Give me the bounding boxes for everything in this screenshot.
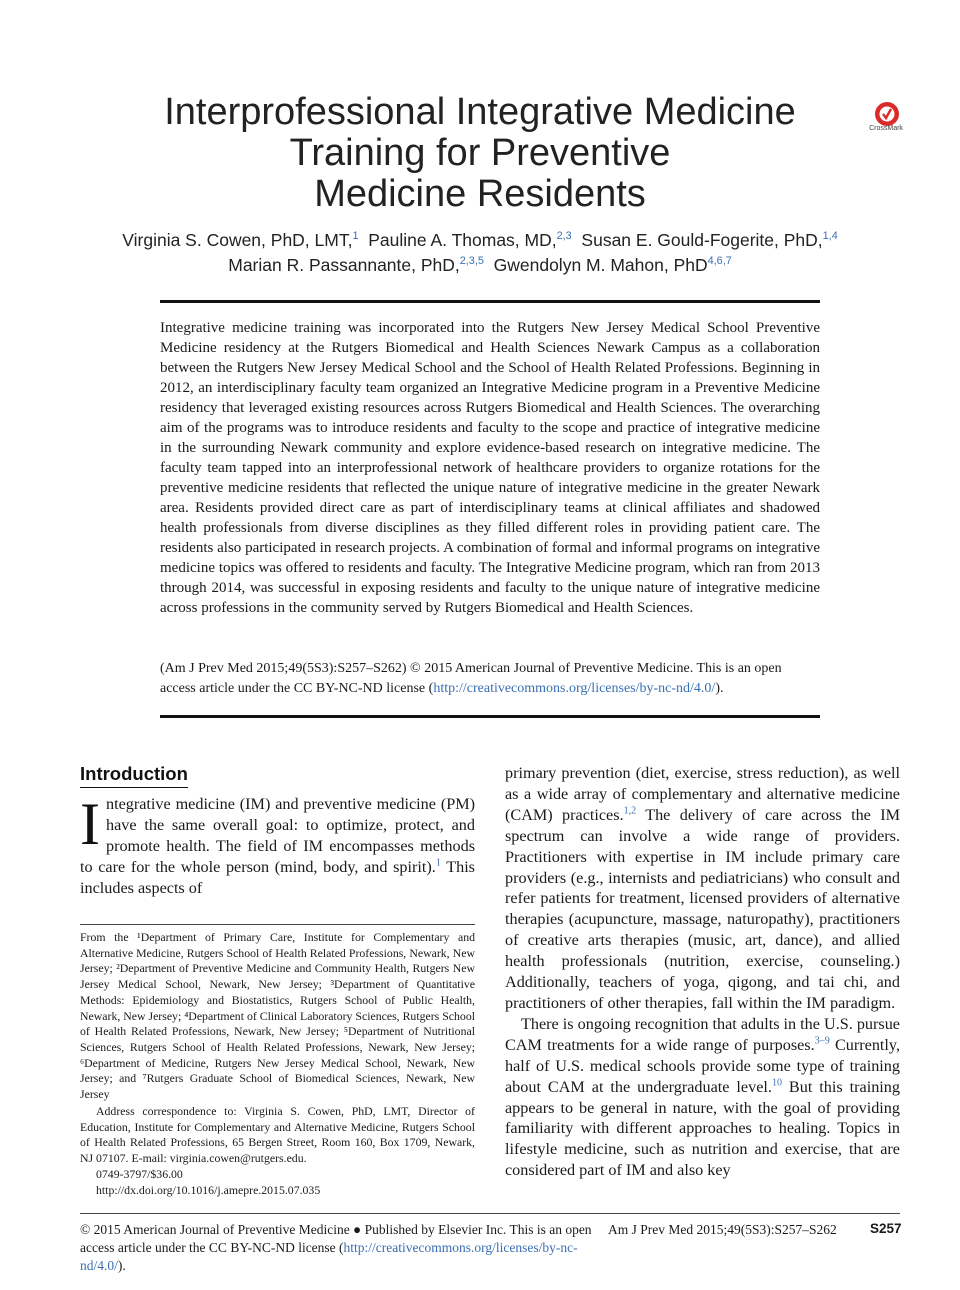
reference-link[interactable]: 3–9 bbox=[814, 1035, 830, 1047]
reference-link[interactable]: 1 bbox=[435, 857, 441, 869]
footer-journal-citation: Am J Prev Med 2015;49(5S3):S257–S262 bbox=[608, 1222, 837, 1237]
title-line: Medicine Residents bbox=[314, 173, 646, 215]
body-paragraph: There is ongoing recognition that adults in the U.S. pursue CAM treatments for a wide range of purposes.$^{3-9}$ Currently, half of U.S. medical schools provide some type of training about CAM at the undergraduate level.$^{10}$ But this training appears to be general in nature, with the goal of providing familiarity with different approaches to healing. Topics in lifestyle medicine, such as nutrition and exercise, that are considered part of IM and also key bbox=[505, 1014, 900, 1180]
abstract-text: Integrative medicine training was incorporated into the Rutgers New Jersey Medical School Preventive Medicine residency at the Rutgers Biomedical and Health Sciences Newark Campus as a collaboration between the Rutgers New Jersey Medical School and the School of Health Related Professions. Beginning in 2012, an interdisciplinary faculty team organized an Integrative Medicine program in a Preventive Medicine residency that leveraged existing resources across Rutgers Biomedical and Health Sciences. The overarching aim of the programs was to introduce residents and faculty to the scope and practice of integrative medicine in the surrounding Newark community and explore evidence-based research on integrative medicine. The faculty team tapped into an interprofessional network of healthcare providers to organize rotations for the preventive medicine residents that reflected the unique nature of integrative medicine in the greater Newark area. Residents provided direct care as part of interdisciplinary teams at clinical affiliates and shadowed health professionals from diverse disciplines as they filled different roles in providing patient care. The residents also participated in research projects. A combination of formal and informal programs on integrative medicine topics was offered to residents and faculty. The Integrative Medicine program, which ran from 2013 through 2014, was successful in exposing residents and faculty to the unique nature of integrative medicine across professions in the community served by Rutgers Biomedical and Health Sciences. bbox=[160, 320, 820, 616]
correspondence-footnote: Address correspondence to: Virginia S. Cowen, PhD, LMT, Director of Education, Institute for Complementary and Alternative Medicine, Rutgers School of Health Related Professions, 65 Bergen Street, Room 160, Box 1709, Newark, NJ 07107. E-mail: virginia.cowen@rutgers.edu. bbox=[80, 1104, 475, 1166]
author[interactable]: Virginia S. Cowen, PhD, LMT,$^1$ bbox=[122, 230, 359, 250]
author[interactable]: Marian R. Passannante, PhD,$^{2,3,5}$ bbox=[228, 255, 484, 275]
drop-cap: I bbox=[80, 791, 100, 857]
license-link[interactable]: http://creativecommons.org/licenses/by-nc-nd/4.0/ bbox=[433, 681, 716, 696]
author-list bbox=[90, 228, 870, 278]
footer-license-link[interactable]: http://creativecommons.org/licenses/by-nc-nd/4.0/ bbox=[80, 1240, 578, 1273]
title-line: Interprofessional Integrative Medicine bbox=[164, 91, 796, 133]
page-number: S257 bbox=[870, 1221, 902, 1236]
abstract-citation: (Am J Prev Med 2015;49(5S3):S257–S262) © 2015 American Journal of Preventive Medicine. This is an open access article under the CC BY-NC-ND license (http://creativecommons.org/licenses/by-nc-nd/4.0/). bbox=[160, 661, 782, 696]
footnote-rule bbox=[80, 924, 475, 925]
title-line: Training for Preventive bbox=[289, 132, 671, 174]
author[interactable]: Gwendolyn M. Mahon, PhD$^{4,6,7}$ bbox=[493, 255, 732, 275]
doi-link[interactable]: http://dx.doi.org/10.1016/j.amepre.2015.07.035 bbox=[96, 1183, 321, 1197]
introduction-paragraph: Integrative medicine (IM) and preventive medicine (PM) have the same overall goal: to optimize, protect, and promote health. The field of IM encompasses methods to care for the whole person (mind, body, and spirit).$^1$ This includes aspects of bbox=[80, 791, 475, 897]
abstract-bottom-rule bbox=[160, 715, 820, 718]
footer-copyright: © 2015 American Journal of Preventive Medicine ● Published by Elsevier Inc. This is an open access article under the CC BY-NC-ND license (http://creativecommons.org/licenses/by-nc-nd/4.0/). bbox=[80, 1222, 592, 1273]
reference-link[interactable]: 10 bbox=[771, 1077, 782, 1089]
affiliations-footnote: From the ¹Department of Primary Care, Institute for Complementary and Alternative Medicine, Rutgers School of Health Related Professions, Newark, New Jersey; ²Department of Preventive Medicine and Community Health, Rutgers New Jersey Medical School, Newark, New Jersey; ³Department of Quantitative Methods: Epidemiology and Biostatistics, Rutgers School of Public Health, Newark, New Jersey; ⁴Department of Clinical Laboratory Sciences, Rutgers School of Health Related Professions, Newark, New Jersey; ⁵Department of Nutritional Sciences, Rutgers School of Health Related Professions, Newark, New Jersey; ⁶Department of Medicine, Rutgers New Jersey Medical School, Newark, New Jersey; and ⁷Rutgers Graduate School of Biomedical Sciences, Newark, New Jersey bbox=[80, 930, 475, 1102]
right-column bbox=[505, 763, 900, 1181]
footer-rule bbox=[80, 1213, 900, 1214]
abstract-top-rule bbox=[160, 300, 820, 303]
body-paragraph: primary prevention (diet, exercise, stress reduction), as well as a wide array of complementary and alternative medicine (CAM) practices.$^{1,2}$ The delivery of care across the IM spectrum can involve a wide range of providers. Practitioners with expertise in IM include primary care providers (e.g., internists and pediatricians) who consult and refer patients for treatment, licensed providers of alternative therapies (acupuncture, massage, naturopathy), practitioners of creative arts therapies (music, art, dance), and allied health professionals (nutrition, exercise, counseling.) Additionally, teachers of yoga, qigong, and tai chi, and practitioners of other therapies, fall within the IM paradigm. bbox=[505, 764, 900, 1012]
issn-line: 0749-3797/$36.00 bbox=[96, 1167, 183, 1181]
crossmark-label: CrossMark bbox=[869, 125, 903, 132]
article-title bbox=[150, 92, 810, 215]
reference-link[interactable]: 1,2 bbox=[623, 805, 637, 817]
heading-underline bbox=[80, 787, 188, 788]
section-heading-introduction: Introduction bbox=[80, 763, 188, 784]
author[interactable]: Susan E. Gould-Fogerite, PhD,$^{1,4}$ bbox=[581, 230, 838, 250]
author[interactable]: Pauline A. Thomas, MD,$^{2,3}$ bbox=[368, 230, 572, 250]
